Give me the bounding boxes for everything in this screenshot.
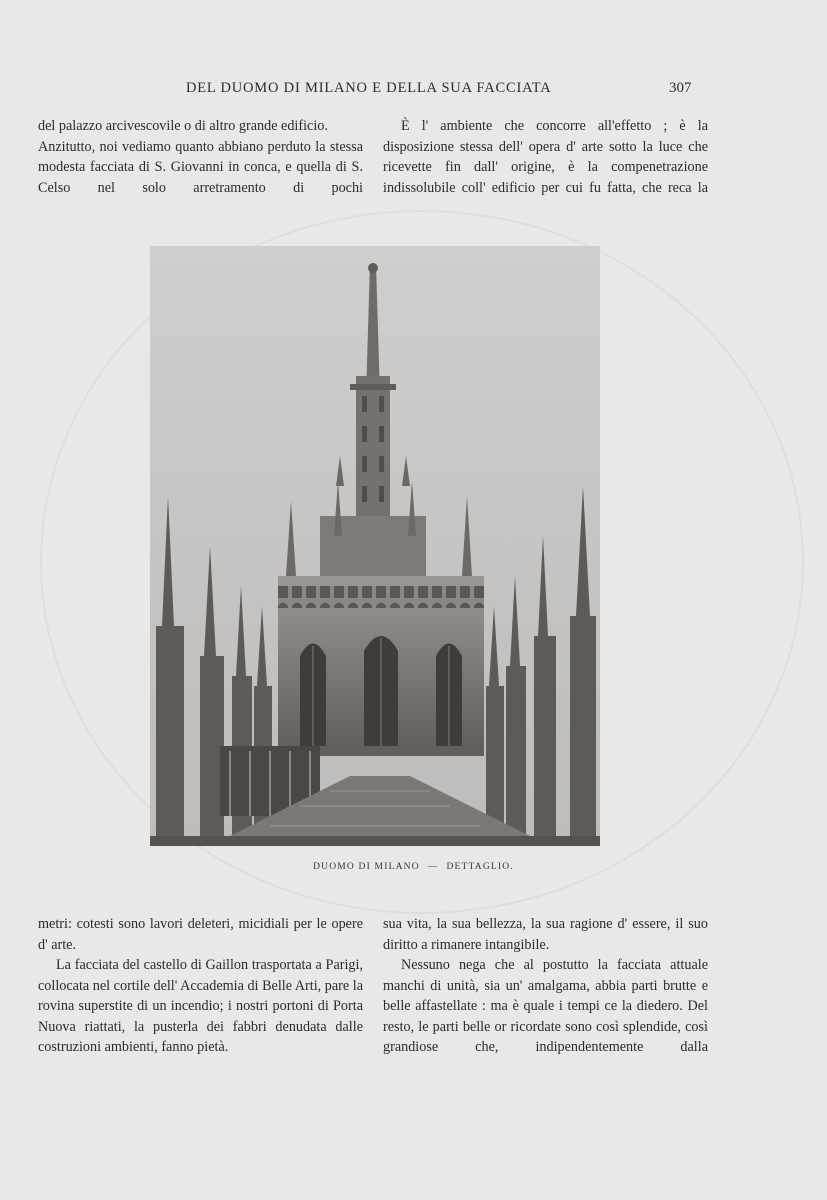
paragraph-line: del palazzo arcivescovile o di altro grande edificio.: [38, 118, 328, 134]
caption-title: DUOMO DI MILANO: [313, 862, 420, 872]
paragraph: La facciata del castello di Gaillon trasportata a Parigi, collocata nel cortile dell' Accademia di Belle Arti, pare la rovina superstite di un incendio; i nostri portoni di Porta Nuova riattati, la pusterla dei fabbri denudata dalle costruzioni ambienti, fanno pietà.: [38, 957, 363, 1055]
cathedral-photograph: [150, 246, 600, 846]
text-column-top-right: [383, 116, 708, 198]
text-column-bottom-right: [383, 914, 708, 1058]
page-number: 307: [669, 80, 692, 96]
paragraph: metri: cotesti sono lavori deleteri, micidiali per le opere d' arte.: [38, 916, 363, 953]
running-title: DEL DUOMO DI MILANO E DELLA SUA FACCIATA: [186, 80, 552, 96]
caption-detail: DETTAGLIO.: [446, 862, 514, 872]
text-column-top-left: [38, 116, 363, 198]
paragraph: Anzitutto, noi vediamo quanto abbiano perduto la stessa modesta facciata di S. Giovanni in conca, e quella di S. Celso nel solo arretramento di pochi: [38, 138, 363, 196]
paragraph: È l' ambiente che concorre all'effetto ; è la disposizione stessa dell' opera d' arte sotto la luce che ricevette fin dall' origine, è la compenetrazione indissolubile coll' edificio per cui fu fatta, che reca la: [383, 118, 708, 196]
cathedral-illustration: [150, 246, 600, 846]
paragraph: sua vita, la sua bellezza, la sua ragione d' essere, il suo diritto a rimanere intangibile.: [383, 916, 708, 953]
figure-caption: [0, 862, 827, 872]
paragraph: Nessuno nega che al postutto la facciata attuale manchi di unità, sia un' amalgama, abbia parti brutte e belle affastellate : ma è quale i tempi ce la diedero. Del resto, le parti belle or ricordate sono così splendide, così grandiose che, indipendentemente dalla: [383, 957, 708, 1055]
running-head: [0, 80, 827, 100]
caption-separator: —: [427, 862, 439, 872]
text-column-bottom-left: [38, 914, 363, 1058]
